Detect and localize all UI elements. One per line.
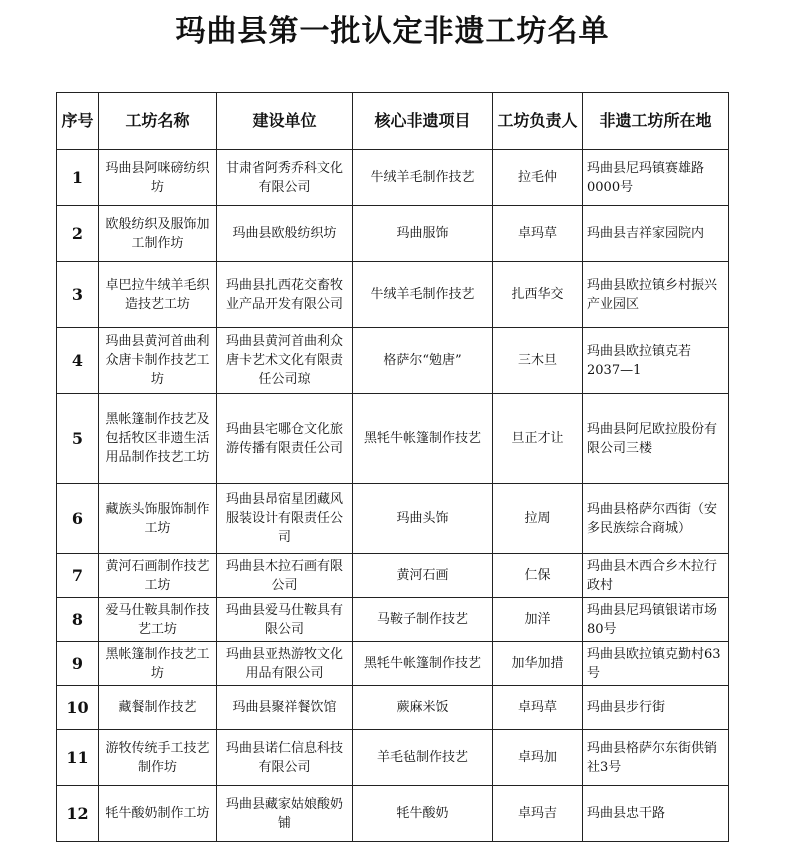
cell-name: 卓巴拉牛绒羊毛织造技艺工坊 (99, 262, 217, 328)
cell-index: 6 (57, 484, 99, 554)
cell-name: 玛曲县黄河首曲利众唐卡制作技艺工坊 (99, 328, 217, 394)
cell-name: 欧般纺织及服饰加工制作坊 (99, 206, 217, 262)
table-row (57, 206, 729, 262)
cell-name: 藏餐制作技艺 (99, 686, 217, 730)
cell-project: 马鞍子制作技艺 (353, 598, 493, 642)
cell-project: 牛绒羊毛制作技艺 (353, 262, 493, 328)
cell-unit: 玛曲县聚祥餐饮馆 (217, 686, 353, 730)
header-location: 非遗工坊所在地 (583, 93, 729, 150)
cell-leader: 拉毛仲 (493, 150, 583, 206)
table-row (57, 394, 729, 484)
cell-leader: 拉周 (493, 484, 583, 554)
cell-index: 10 (57, 686, 99, 730)
table-header-row (57, 93, 729, 150)
cell-location: 玛曲县欧拉镇乡村振兴产业园区 (583, 262, 729, 328)
cell-location: 玛曲县欧拉镇克若2037—1 (583, 328, 729, 394)
cell-location: 玛曲县木西合乡木拉行政村 (583, 554, 729, 598)
cell-name: 游牧传统手工技艺制作坊 (99, 730, 217, 786)
header-name: 工坊名称 (99, 93, 217, 150)
cell-unit: 玛曲县欧般纺织坊 (217, 206, 353, 262)
cell-unit: 玛曲县爱马仕鞍具有限公司 (217, 598, 353, 642)
table-row (57, 484, 729, 554)
cell-leader: 加洋 (493, 598, 583, 642)
cell-leader: 三木旦 (493, 328, 583, 394)
cell-project: 黑牦牛帐篷制作技艺 (353, 642, 493, 686)
cell-project: 蕨麻米饭 (353, 686, 493, 730)
cell-project: 牛绒羊毛制作技艺 (353, 150, 493, 206)
cell-leader: 扎西华交 (493, 262, 583, 328)
cell-location: 玛曲县吉祥家园院内 (583, 206, 729, 262)
cell-location: 玛曲县尼玛镇银诺市场80号 (583, 598, 729, 642)
cell-project: 玛曲头饰 (353, 484, 493, 554)
header-index: 序号 (57, 93, 99, 150)
cell-unit: 玛曲县诺仁信息科技有限公司 (217, 730, 353, 786)
cell-unit: 玛曲县昂宿星团藏风服装设计有限责任公司 (217, 484, 353, 554)
cell-leader: 旦正才让 (493, 394, 583, 484)
table-row (57, 642, 729, 686)
cell-location: 玛曲县格萨尔东街供销社3号 (583, 730, 729, 786)
cell-name: 牦牛酸奶制作工坊 (99, 786, 217, 842)
cell-name: 黑帐篷制作技艺及包括牧区非遗生活用品制作技艺工坊 (99, 394, 217, 484)
cell-index: 12 (57, 786, 99, 842)
cell-project: 玛曲服饰 (353, 206, 493, 262)
cell-leader: 卓玛草 (493, 686, 583, 730)
table-row (57, 554, 729, 598)
cell-leader: 加华加措 (493, 642, 583, 686)
header-leader: 工坊负责人 (493, 93, 583, 150)
cell-name: 黄河石画制作技艺工坊 (99, 554, 217, 598)
cell-index: 11 (57, 730, 99, 786)
cell-unit: 玛曲县扎西花交畜牧业产品开发有限公司 (217, 262, 353, 328)
cell-index: 7 (57, 554, 99, 598)
cell-index: 3 (57, 262, 99, 328)
cell-unit: 玛曲县藏家姑娘酸奶铺 (217, 786, 353, 842)
table-row (57, 150, 729, 206)
cell-leader: 卓玛加 (493, 730, 583, 786)
table-row (57, 686, 729, 730)
cell-index: 1 (57, 150, 99, 206)
table-row (57, 262, 729, 328)
cell-unit: 玛曲县木拉石画有限公司 (217, 554, 353, 598)
table-row (57, 598, 729, 642)
document-title: 玛曲县第一批认定非遗工坊名单 (175, 14, 610, 49)
cell-unit: 甘肃省阿秀乔科文化有限公司 (217, 150, 353, 206)
cell-unit: 玛曲县黄河首曲利众唐卡艺术文化有限责任公司琼 (217, 328, 353, 394)
table-row (57, 328, 729, 394)
cell-project: 黄河石画 (353, 554, 493, 598)
cell-name: 藏族头饰服饰制作工坊 (99, 484, 217, 554)
cell-project: 牦牛酸奶 (353, 786, 493, 842)
cell-unit: 玛曲县亚热游牧文化用品有限公司 (217, 642, 353, 686)
cell-location: 玛曲县尼玛镇赛雄路0000号 (583, 150, 729, 206)
cell-name: 爱马仕鞍具制作技艺工坊 (99, 598, 217, 642)
header-project: 核心非遗项目 (353, 93, 493, 150)
cell-location: 玛曲县欧拉镇克勤村63号 (583, 642, 729, 686)
cell-project: 格萨尔“勉唐” (353, 328, 493, 394)
heritage-workshop-table (56, 92, 729, 842)
cell-location: 玛曲县阿尼欧拉股份有限公司三楼 (583, 394, 729, 484)
cell-leader: 仁保 (493, 554, 583, 598)
cell-location: 玛曲县忠干路 (583, 786, 729, 842)
cell-project: 黑牦牛帐篷制作技艺 (353, 394, 493, 484)
cell-leader: 卓玛吉 (493, 786, 583, 842)
cell-project: 羊毛毡制作技艺 (353, 730, 493, 786)
table-row (57, 730, 729, 786)
cell-index: 5 (57, 394, 99, 484)
table-row (57, 786, 729, 842)
cell-index: 9 (57, 642, 99, 686)
cell-location: 玛曲县步行街 (583, 686, 729, 730)
cell-leader: 卓玛草 (493, 206, 583, 262)
header-unit: 建设单位 (217, 93, 353, 150)
cell-index: 4 (57, 328, 99, 394)
cell-name: 黑帐篷制作技艺工坊 (99, 642, 217, 686)
cell-location: 玛曲县格萨尔西街（安多民族综合商城） (583, 484, 729, 554)
cell-index: 2 (57, 206, 99, 262)
cell-unit: 玛曲县宅哪仓文化旅游传播有限责任公司 (217, 394, 353, 484)
cell-name: 玛曲县阿咪磅纺织坊 (99, 150, 217, 206)
cell-index: 8 (57, 598, 99, 642)
